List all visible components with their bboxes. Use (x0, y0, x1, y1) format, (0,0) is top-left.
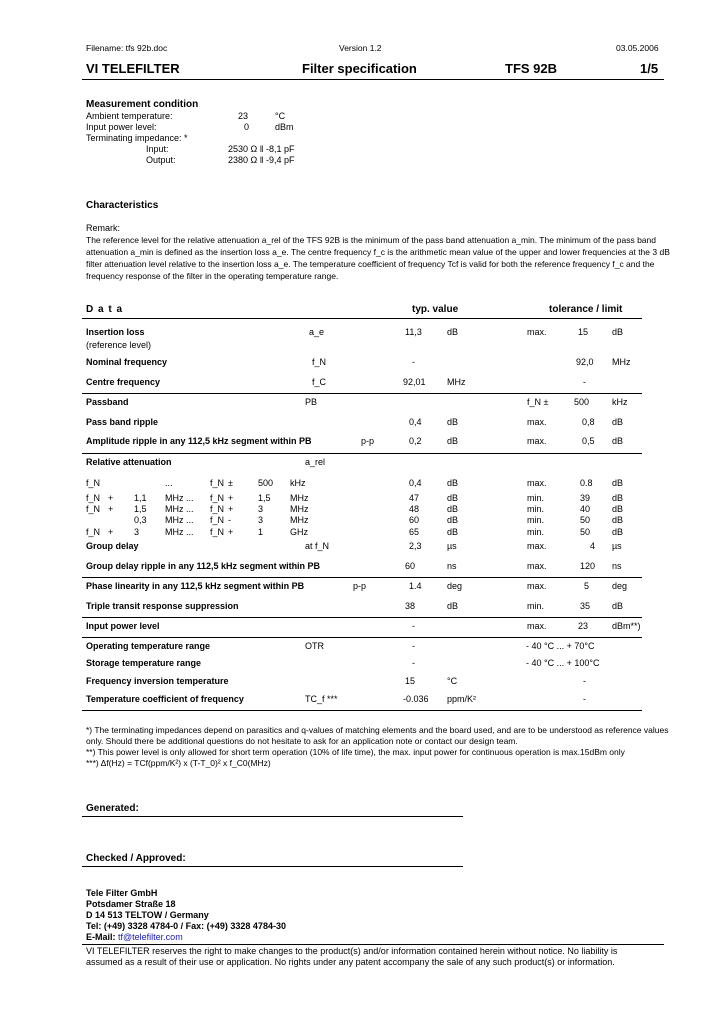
storage-temp-typ: - (412, 658, 415, 668)
doc-title: Filter specification (302, 61, 417, 76)
relative-attenuation-c5: f_N (210, 515, 225, 525)
row-rule (82, 393, 642, 394)
group-delay-ripple-label: Group delay ripple in any 112,5 kHz segment within PB (86, 561, 321, 571)
centre-frequency-typ: 92,01 (403, 377, 426, 387)
passband-limunit: kHz (612, 397, 628, 407)
passband-symbol: PB (305, 397, 318, 407)
input-power-unit: dBm (275, 122, 294, 132)
nominal-frequency-limunit: MHz (612, 357, 631, 367)
input-imp-label: Input: (146, 144, 169, 154)
email-label: E-Mail: (86, 932, 116, 942)
relative-attenuation-unit: dB (447, 504, 459, 514)
relative-attenuation-c8: MHz (290, 493, 309, 503)
relative-attenuation-typ: 60 (409, 515, 420, 525)
input-power-level-typ: - (412, 621, 415, 631)
relative-attenuation-c7: 3 (258, 515, 264, 525)
row-rule (82, 453, 642, 454)
passband-label: Passband (86, 397, 129, 407)
amplitude-ripple-limunit: dB (612, 436, 624, 446)
phase-linearity-limit: 5 (584, 581, 590, 591)
centre-frequency-label: Centre frequency (86, 377, 161, 387)
relative-attenuation-lim-unit: dB (612, 527, 624, 537)
storage-temp-label: Storage temperature range (86, 658, 202, 668)
relative-attenuation-unit: dB (447, 478, 459, 488)
relative-attenuation-typ: 0,4 (409, 478, 422, 488)
temp-coefficient-typ: -0.036 (403, 694, 429, 704)
storage-temp-range: - 40 °C ... + 100°C (526, 658, 600, 668)
filename: Filename: tfs 92b.doc (86, 43, 168, 53)
brand-header: VI TELEFILTER (86, 61, 180, 76)
company-city: D 14 513 TELTOW / Germany (86, 910, 209, 920)
triple-transit-label: Triple transit response suppression (86, 601, 239, 611)
input-power-level-limtype: max. (527, 621, 547, 631)
row-rule (82, 637, 642, 638)
remark-line: filter attenuation level relative to the insertion loss a_e. The temperature coefficient of frequency Tcf is valid for both the reference frequency f_c and the (86, 259, 655, 269)
email-link[interactable]: tf@telefilter.com (118, 932, 183, 942)
relative-attenuation-typ: 48 (409, 504, 420, 514)
table-rule (82, 318, 642, 319)
group-delay-symbol: at f_N (305, 541, 330, 551)
relative-attenuation-c1: f_N (86, 493, 101, 503)
temp-coefficient-label: Temperature coefficient of frequency (86, 694, 244, 704)
insertion-loss-label: Insertion loss (86, 327, 145, 337)
insertion-loss-symbol: a_e (309, 327, 325, 337)
amplitude-ripple-unit: dB (447, 436, 459, 446)
footnote: ***) Δf(Hz) = TCf(ppm/K²) x (T-T_0)² x f_C0(MHz) (86, 758, 271, 768)
inversion-temp-limit: - (583, 676, 586, 686)
operating-temp-label: Operating temperature range (86, 641, 211, 651)
centre-frequency-limit: - (583, 377, 586, 387)
passband-ripple-limit: 0,8 (582, 417, 595, 427)
relative-attenuation-lim: 40 (580, 504, 591, 514)
relative-attenuation-c1: f_N (86, 478, 101, 488)
input-imp-value: 2530 Ω ‖ -8,1 pF (228, 144, 295, 154)
relative-attenuation-c4: ... (165, 478, 173, 488)
company-name: Tele Filter GmbH (86, 888, 158, 898)
input-power-level-limit: 23 (578, 621, 589, 631)
relative-attenuation-lim: 50 (580, 527, 591, 537)
inversion-temp-typ: 15 (405, 676, 416, 686)
relative-attenuation-c3: 0,3 (134, 515, 147, 525)
passband-ripple-typ: 0,4 (409, 417, 422, 427)
phase-linearity-limtype: max. (527, 581, 547, 591)
passband-ripple-unit: dB (447, 417, 459, 427)
page-number: 1/5 (640, 61, 659, 76)
product-name: TFS 92B (505, 61, 558, 76)
ambient-unit: °C (275, 111, 286, 121)
relative-attenuation-c5: f_N (210, 504, 225, 514)
relative-attenuation-lim-unit: dB (612, 478, 624, 488)
nominal-frequency-typ: - (412, 357, 415, 367)
company-email-row (86, 932, 183, 942)
relative-attenuation-c6: ± (228, 478, 233, 488)
group-delay-unit: µs (447, 541, 457, 551)
generated-signature-line (82, 816, 463, 817)
relative-attenuation-c8: MHz (290, 515, 309, 525)
group-delay-ripple-limtype: max. (527, 561, 547, 571)
triple-transit-limunit: dB (612, 601, 624, 611)
company-street: Potsdamer Straße 18 (86, 899, 176, 909)
relative-attenuation-unit: dB (447, 515, 459, 525)
temp-coefficient-symbol: TC_f *** (305, 694, 338, 704)
relative-attenuation-lim: 39 (580, 493, 591, 503)
centre-frequency-unit: MHz (447, 377, 466, 387)
input-power-level-limunit: dBm**) (612, 621, 641, 631)
remark-line: frequency response of the filter in the operating temperature range. (86, 271, 339, 281)
centre-frequency-symbol: f_C (312, 377, 327, 387)
input-power-label: Input power level: (86, 122, 157, 132)
relative-attenuation-lim-type: min. (527, 527, 545, 537)
relative-attenuation-c8: MHz (290, 504, 309, 514)
amplitude-ripple-symbol: p-p (361, 436, 375, 446)
data-heading: D a t a (86, 304, 124, 315)
date: 03.05.2006 (616, 43, 659, 53)
passband-ripple-limtype: max. (527, 417, 547, 427)
relative-attenuation-c6: + (228, 527, 234, 537)
relative-attenuation-c2: + (108, 504, 114, 514)
relative-attenuation-c2: + (108, 527, 114, 537)
inversion-temp-label: Frequency inversion temperature (86, 676, 229, 686)
footnote: only. Should there be additional questions do not hesitate to ask for an application note or contact our design team. (86, 736, 518, 746)
relative-attenuation-c4: MHz ... (165, 515, 194, 525)
relative-attenuation-c6: - (228, 515, 231, 525)
version: Version 1.2 (339, 43, 382, 53)
header-rule (82, 79, 664, 80)
group-delay-limunit: µs (612, 541, 622, 551)
operating-temp-typ: - (412, 641, 415, 651)
row-rule (82, 617, 642, 618)
disclaimer-line: assumed as a result of their use or application. No rights under any patent accompany the sale of any such product(s) or information. (86, 957, 615, 967)
group-delay-ripple-unit: ns (447, 561, 457, 571)
footnotes (86, 725, 671, 769)
company-phone: Tel: (+49) 3328 4784-0 / Fax: (+49) 3328 4784-30 (86, 921, 286, 931)
typ-heading: typ. value (412, 304, 459, 315)
characteristics-title: Characteristics (86, 200, 159, 211)
output-imp-label: Output: (146, 155, 176, 165)
relative-attenuation-unit: dB (447, 527, 459, 537)
checked-signature-line (82, 866, 463, 867)
relative-attenuation-symbol: a_rel (305, 457, 326, 467)
footnote: **) This power level is only allowed for short term operation (10% of life time), the max. input power for continuous operation is max.15dBm only (86, 747, 625, 757)
relative-attenuation-typ: 65 (409, 527, 420, 537)
relative-attenuation-lim-type: max. (527, 478, 547, 488)
nominal-frequency-limit: 92,0 (576, 357, 594, 367)
insertion-loss-note: (reference level) (86, 340, 152, 350)
generated-label: Generated: (86, 803, 139, 814)
input-power-value: 0 (244, 122, 250, 132)
relative-attenuation-c6: + (228, 504, 234, 514)
relative-attenuation-lim-type: min. (527, 515, 545, 525)
relative-attenuation-c6: + (228, 493, 234, 503)
relative-attenuation-lim-unit: dB (612, 493, 624, 503)
temp-coefficient-limit: - (583, 694, 586, 704)
passband-ripple-label: Pass band ripple (86, 417, 159, 427)
group-delay-typ: 2,3 (409, 541, 422, 551)
triple-transit-typ: 38 (405, 601, 416, 611)
group-delay-ripple-typ: 60 (405, 561, 416, 571)
phase-linearity-unit: deg (447, 581, 463, 591)
measurement-title: Measurement condition (86, 99, 199, 110)
relative-attenuation-c4: MHz ... (165, 493, 194, 503)
relative-attenuation-lim-type: min. (527, 504, 545, 514)
relative-attenuation-c7: 3 (258, 504, 264, 514)
phase-linearity-limunit: deg (612, 581, 628, 591)
row-rule (82, 577, 642, 578)
relative-attenuation-lim-unit: dB (612, 515, 624, 525)
group-delay-label: Group delay (86, 541, 139, 551)
insertion-loss-unit: dB (447, 327, 459, 337)
insertion-loss-limtype: max. (527, 327, 547, 337)
inversion-temp-unit: °C (447, 676, 458, 686)
relative-attenuation-lim-unit: dB (612, 504, 624, 514)
output-imp-value: 2380 Ω ‖ -9,4 pF (228, 155, 295, 165)
relative-attenuation-typ: 47 (409, 493, 420, 503)
relative-attenuation-unit: dB (447, 493, 459, 503)
relative-attenuation-c2: + (108, 493, 114, 503)
footnote: *) The terminating impedances depend on parasitics and q-values of matching elements and the board used, and are to be understood as reference values (86, 725, 669, 735)
relative-attenuation-c7: 1 (258, 527, 264, 537)
input-power-level-label: Input power level (86, 621, 160, 631)
relative-attenuation-lim-type: min. (527, 493, 545, 503)
relative-attenuation-c5: f_N (210, 493, 225, 503)
passband-ripple-limunit: dB (612, 417, 624, 427)
phase-linearity-typ: 1.4 (409, 581, 422, 591)
temp-coefficient-unit: ppm/K² (447, 694, 477, 704)
checked-label: Checked / Approved: (86, 853, 186, 864)
relative-attenuation-c8: GHz (290, 527, 308, 537)
nominal-frequency-symbol: f_N (312, 357, 327, 367)
relative-attenuation-c1: f_N (86, 504, 101, 514)
terminating-label: Terminating impedance: * (86, 133, 188, 143)
insertion-loss-limunit: dB (612, 327, 624, 337)
ambient-value: 23 (238, 111, 249, 121)
group-delay-ripple-limit: 120 (580, 561, 596, 571)
relative-attenuation-c5: f_N (210, 527, 225, 537)
group-delay-ripple-limunit: ns (612, 561, 622, 571)
relative-attenuation-c4: MHz ... (165, 527, 194, 537)
remark-label: Remark: (86, 223, 121, 233)
operating-temp-symbol: OTR (305, 641, 324, 651)
phase-linearity-symbol: p-p (353, 581, 367, 591)
insertion-loss-typ: 11,3 (405, 327, 422, 337)
remark-text (86, 234, 671, 282)
relative-attenuation-label: Relative attenuation (86, 457, 172, 467)
passband-limtype: f_N ± (527, 397, 549, 407)
amplitude-ripple-label: Amplitude ripple in any 112,5 kHz segment within PB (86, 436, 312, 446)
relative-attenuation-c3: 1,5 (134, 504, 147, 514)
ambient-label: Ambient temperature: (86, 111, 173, 121)
operating-temp-range: - 40 °C ... + 70°C (526, 641, 595, 651)
triple-transit-unit: dB (447, 601, 459, 611)
relative-attenuation-c7: 1,5 (258, 493, 271, 503)
insertion-loss-limit: 15 (578, 327, 589, 337)
passband-limit: 500 (574, 397, 590, 407)
relative-attenuation-c8: kHz (290, 478, 306, 488)
relative-attenuation-c3: 1,1 (134, 493, 147, 503)
phase-linearity-label: Phase linearity in any 112,5 kHz segment within PB (86, 581, 305, 591)
group-delay-limtype: max. (527, 541, 547, 551)
tolerance-heading: tolerance / limit (549, 304, 623, 315)
relative-attenuation-lim: 0.8 (580, 478, 593, 488)
relative-attenuation-c3: 3 (134, 527, 140, 537)
relative-attenuation-lim: 50 (580, 515, 591, 525)
remark-line: The reference level for the relative attenuation a_rel of the TFS 92B is the minimum of the pass band attenuation a_min. The minimum of the pass band (86, 235, 656, 245)
relative-attenuation-c7: 500 (258, 478, 274, 488)
relative-attenuation-c4: MHz ... (165, 504, 194, 514)
remark-line: attenuation a_min is defined as the insertion loss a_e. The centre frequency f_c is the arithmetic mean value of the upper and lower frequencies at the 3 dB (86, 247, 670, 257)
triple-transit-limit: 35 (580, 601, 591, 611)
footer-rule (82, 944, 664, 945)
relative-attenuation-c1: f_N (86, 527, 101, 537)
group-delay-limit: 4 (590, 541, 596, 551)
nominal-frequency-label: Nominal frequency (86, 357, 168, 367)
disclaimer-line: VI TELEFILTER reserves the right to make changes to the product(s) and/or information contained herein without notice. No liability is (86, 946, 618, 956)
amplitude-ripple-limit: 0,5 (582, 436, 595, 446)
amplitude-ripple-limtype: max. (527, 436, 547, 446)
relative-attenuation-c5: f_N (210, 478, 225, 488)
row-rule (82, 710, 642, 711)
amplitude-ripple-typ: 0,2 (409, 436, 422, 446)
triple-transit-limtype: min. (527, 601, 545, 611)
